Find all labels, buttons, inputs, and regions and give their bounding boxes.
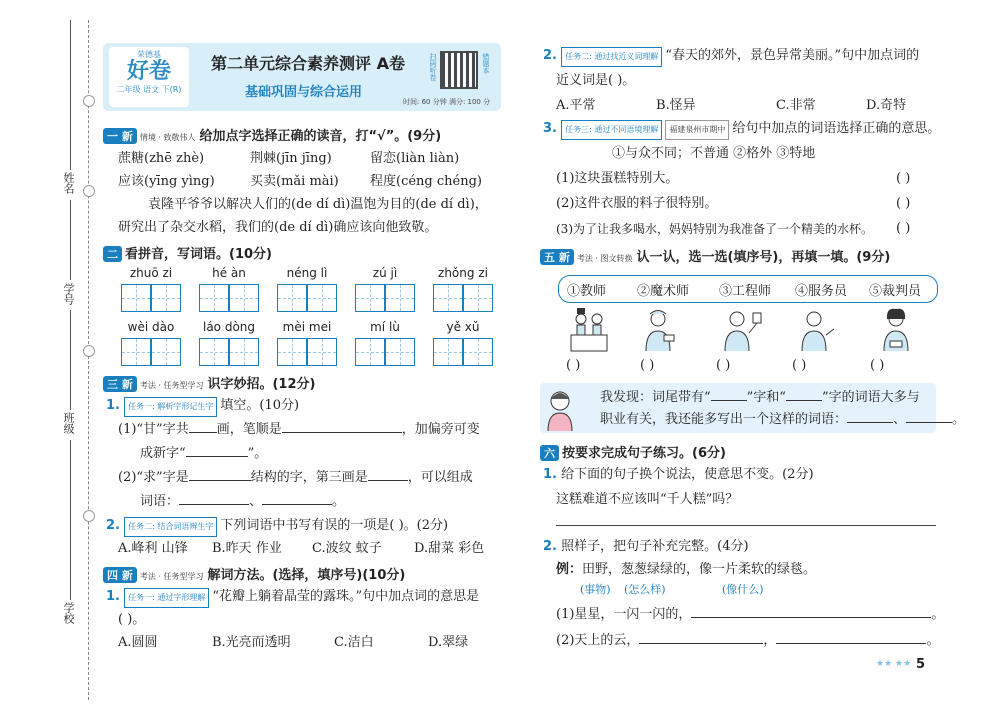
example-label: 例： [556,562,583,577]
answer-blank[interactable] [282,432,402,433]
task-tag: 任务一: 通过字形理解 [124,588,209,608]
answer-paren[interactable]: ( ) [792,358,807,373]
choice-option[interactable]: D.奇特 [866,98,907,113]
writing-cell[interactable] [229,338,259,366]
answer-blank[interactable] [189,432,217,433]
answer-blank[interactable] [189,480,251,481]
text: 。 [926,633,940,648]
answer-blank[interactable] [368,480,408,481]
fill-line [140,493,345,511]
writing-cell[interactable] [199,338,229,366]
pinyin-choice[interactable]: 程度(céng chéng) [370,174,482,189]
choice-option[interactable]: B.怪异 [656,98,696,113]
writing-cell[interactable] [355,284,385,312]
pinyin-label: mèi mei [282,320,332,334]
answer-paren[interactable]: ( ) [870,358,885,373]
writing-cell[interactable] [307,284,337,312]
region-tag: 福建泉州市期中 [665,120,729,140]
text: (1)星星，一闪一闪的， [556,607,692,622]
choice-option[interactable]: A.平常 [556,98,596,113]
text: 词语： [140,494,180,509]
sentence-line[interactable]: 研究出了杂交水稻，我们的(de dí dì)确应该向他致敬。 [118,220,438,235]
example-text: 田野，葱葱绿绿的，像一片柔软的绿毯。 [582,562,817,577]
pinyin-choice[interactable]: 荆棘(jīn jīng) [250,151,332,166]
pinyin-choice[interactable]: 留恋(liàn liàn) [370,151,460,166]
text: ”字和“ [746,390,786,405]
divider-line [70,200,71,280]
choice-option[interactable]: D.甜菜 彩色 [414,541,485,556]
grade-label: 二年级 语文 下(R) [116,85,182,94]
binding-hole [83,185,95,197]
section-badge: 一 新 [103,128,137,144]
text: 结构的字，第三画是 [250,470,368,485]
choice-option[interactable]: D.翠绿 [428,635,469,650]
answer-blank[interactable] [847,422,893,423]
test-subtitle: 基础巩固与综合运用 [245,85,363,100]
writing-cell[interactable] [277,284,307,312]
divider-line [70,20,71,170]
text: (1)“甘”字共 [118,422,189,437]
writing-cell[interactable] [151,284,181,312]
pinyin-label: zhǒng zi [438,266,488,280]
qr-code-icon[interactable] [440,51,478,89]
writing-cell[interactable] [355,338,385,366]
discovery-box [540,383,966,433]
magician-figure [565,305,613,353]
answer-paren[interactable]: ( ) [640,358,655,373]
girl-avatar [540,385,580,431]
pinyin-label: zú jì [372,266,398,280]
section-badge: 三 新 [103,376,137,392]
fill-line [140,445,267,463]
choice-option[interactable]: A.圆圆 [118,635,158,650]
section-tag: 考法 · 任务型学习 [139,572,204,581]
question-4-1 [106,588,479,608]
section-badge: 二 [103,246,122,262]
answer-blank[interactable] [711,400,747,401]
task-tag: 任务二: 结合词语辨生字 [124,517,217,537]
divider-line [70,440,71,600]
discovery-line-1 [600,389,920,407]
binding-margin [0,0,100,711]
question-text: 给句中加点的词语选择正确的意思。 [732,121,941,136]
section-3-heading [103,373,315,392]
fill-line [118,421,480,439]
divider-line [70,310,71,410]
teacher-figure [715,305,763,353]
writing-cell[interactable] [199,284,229,312]
discovery-line-2 [600,411,965,429]
test-title: 第二单元综合素养测评 A卷 [211,54,405,73]
choice-option[interactable]: A.峰利 山锋 [118,541,188,556]
question-number: 1. [543,467,557,482]
section-badge: 六 [540,445,559,461]
question-number: 1. [106,398,120,413]
qr-label-right: 错题本 [482,53,490,74]
sentence-line[interactable]: 袁隆平爷爷以解决人们的(de dí dì)温饱为目的(de dí dì)， [148,197,488,212]
original-sentence: 这糕难道不应该叫“千人糕”吗？ [556,492,739,507]
question-4-2 [543,47,919,67]
pinyin-label: mí lù [370,320,400,334]
question-text: “春天的郊外，景色异常美丽。”句中加点词的 [665,48,920,63]
writing-cell[interactable] [121,284,151,312]
hint-like: (像什么) [722,583,764,596]
pinyin-choice[interactable]: 蔗糖(zhē zhè) [118,151,205,166]
engineer-figure [634,305,682,353]
section-title: 按要求完成句子练习。(6分) [562,446,726,461]
pinyin-label: wèi dào [127,320,175,334]
question-6-1 [543,466,814,484]
text: ， [763,633,777,648]
text: ，加偏旁可变 [401,422,480,437]
section-title: 解词方法。(选择，填序号)(10分) [207,568,406,583]
question-number: 2. [543,48,557,63]
section-1-heading [103,125,441,144]
writing-cell[interactable] [229,284,259,312]
section-title: 看拼音，写词语。(10分) [125,247,272,262]
pinyin-label: hé àn [212,266,246,280]
meaning-list: ①与众不同；不普通 ②格外 ③特地 [612,146,816,161]
answer-line[interactable] [556,525,936,526]
hint-how: (怎么样) [624,583,666,596]
writing-cell[interactable] [463,338,493,366]
writing-cell[interactable] [121,338,151,366]
binding-hole [83,345,95,357]
test-header [103,43,501,111]
writing-cell[interactable] [307,338,337,366]
answer-blank[interactable] [906,422,952,423]
binding-hole [83,95,95,107]
question-text: 照样子，把句子补充完整。(4分) [561,539,749,554]
example-sentence [556,561,816,579]
answer-paren[interactable]: ( ) [566,358,581,373]
brand-logo [109,47,189,107]
section-4-heading [103,564,405,583]
choice-option[interactable]: B.昨天 作业 [212,541,282,556]
question-text: 填空。(10分) [220,398,300,413]
answer-blank[interactable] [776,643,926,644]
text: 成新字“ [140,446,186,461]
sentence-item: (3)为了让我多喝水，妈妈特别为我准备了一个精美的水杯。 [556,222,874,236]
option-label: ④服务员 [795,284,848,299]
id-label: 学号 [62,283,75,305]
task-tag: 任务一: 解析字形记生字 [124,397,217,417]
text: 、 [249,494,263,509]
text: 画，笔顺是 [216,422,282,437]
option-label: ⑤裁判员 [869,284,922,299]
answer-blank[interactable] [186,456,248,457]
fill-line [556,606,944,624]
writing-cell[interactable] [385,284,415,312]
answer-blank[interactable] [786,400,822,401]
section-5-heading [540,246,890,265]
text: ，可以组成 [407,470,473,485]
question-text: 下列词语中书写有误的一项是( )。(2分) [220,518,449,533]
choice-option[interactable]: C.洁白 [334,635,374,650]
waiter-figure [790,305,838,353]
section-badge: 五 新 [540,249,574,265]
question-text: “花瓣上躺着晶莹的露珠。”句中加点词的意思是 [212,589,480,604]
name-label: 姓名 [62,172,75,194]
question-3-1 [106,397,299,417]
section-title: 给加点字选择正确的读音，打“√”。(9分) [199,129,442,144]
pinyin-label: zhuō zi [129,266,173,280]
answer-paren[interactable]: ( ) [896,221,911,236]
section-tag: 考法 · 图文转换 [576,254,633,263]
decor-stars: ★★ ★★ [876,659,912,669]
pinyin-label: néng lì [286,266,328,280]
question-text: 给下面的句子换个说法，使意思不变。(2分) [561,467,814,482]
answer-blank[interactable] [639,643,763,644]
text: 。 [332,494,346,509]
page-number: 5 [916,657,926,672]
writing-cell[interactable] [433,338,463,366]
question-6-2 [543,538,749,556]
answer-paren[interactable]: 近义词是( )。 [556,73,636,88]
text: 、 [893,412,907,427]
choice-option[interactable]: C.波纹 蚊子 [312,541,382,556]
question-number: 3. [543,121,557,136]
text: ”。 [247,446,268,461]
fill-line [556,632,939,650]
class-label: 班级 [62,412,75,434]
question-number: 2. [543,539,557,554]
task-tag: 任务二: 通过找近义词理解 [561,47,662,67]
answer-paren[interactable]: ( ) [716,358,731,373]
section-tag: 情境 · 致敬伟人 [139,133,196,142]
text: 我发现：词尾带有“ [600,390,711,405]
school-label: 学校 [62,602,75,624]
pinyin-choice[interactable]: 买卖(mǎi mài) [250,174,339,189]
writing-cell[interactable] [433,284,463,312]
section-badge: 四 新 [103,567,137,583]
writing-cell[interactable] [151,338,181,366]
writing-cell[interactable] [277,338,307,366]
brand-top: 荣德基 [137,50,161,59]
pinyin-label: yě xǔ [446,320,480,334]
section-title: 识字妙招。(12分) [207,377,316,392]
brand-logo-text: 好卷 [126,59,171,84]
binding-hole [83,510,95,522]
answer-paren[interactable]: ( ) [896,171,911,186]
answer-paren[interactable]: ( )。 [118,612,146,627]
section-6-heading [540,442,726,461]
referee-figure [872,305,920,353]
choice-option[interactable]: B.光亮而透明 [212,635,291,650]
text: 职业有关，我还能多写出一个这样的词语： [600,412,848,427]
answer-blank[interactable] [262,504,332,505]
text: (2)“求”字是 [118,470,189,485]
task-tag: 任务三: 通过不同语境理解 [561,120,662,140]
pinyin-label: láo dòng [202,320,256,334]
answer-blank[interactable] [179,504,249,505]
choice-option[interactable]: C.非常 [776,98,816,113]
text: 。 [931,607,945,622]
pinyin-choice[interactable]: 应该(yīng yìng) [118,174,215,189]
text: ”字的词语大多与 [821,390,920,405]
sentence-item: (2)这件衣服的料子很特别。 [556,196,718,211]
qr-label: 扫码听卷 [429,53,437,81]
occupation-options [558,275,938,303]
option-label: ①教师 [567,284,607,299]
sentence-item: (1)这块蛋糕特别大。 [556,171,679,186]
section-tag: 考法 · 任务型学习 [139,381,204,390]
cut-line [88,20,89,700]
writing-cell[interactable] [385,338,415,366]
option-label: ③工程师 [719,284,772,299]
option-label: ②魔术师 [637,284,690,299]
answer-blank[interactable] [691,617,931,618]
answer-paren[interactable]: ( ) [896,196,911,211]
writing-cell[interactable] [463,284,493,312]
question-3-2 [106,517,448,537]
question-number: 1. [106,589,120,604]
question-number: 2. [106,518,120,533]
section-2-heading [103,243,272,262]
question-4-3 [543,120,940,140]
section-title: 认一认，选一选(填序号)，再填一填。(9分) [636,250,891,265]
text: 。 [952,412,966,427]
hint-thing: (事物) [580,583,611,596]
fill-line [118,469,473,487]
text: (2)天上的云， [556,633,640,648]
time-info: 时间: 60 分钟 满分: 100 分 [403,98,491,106]
